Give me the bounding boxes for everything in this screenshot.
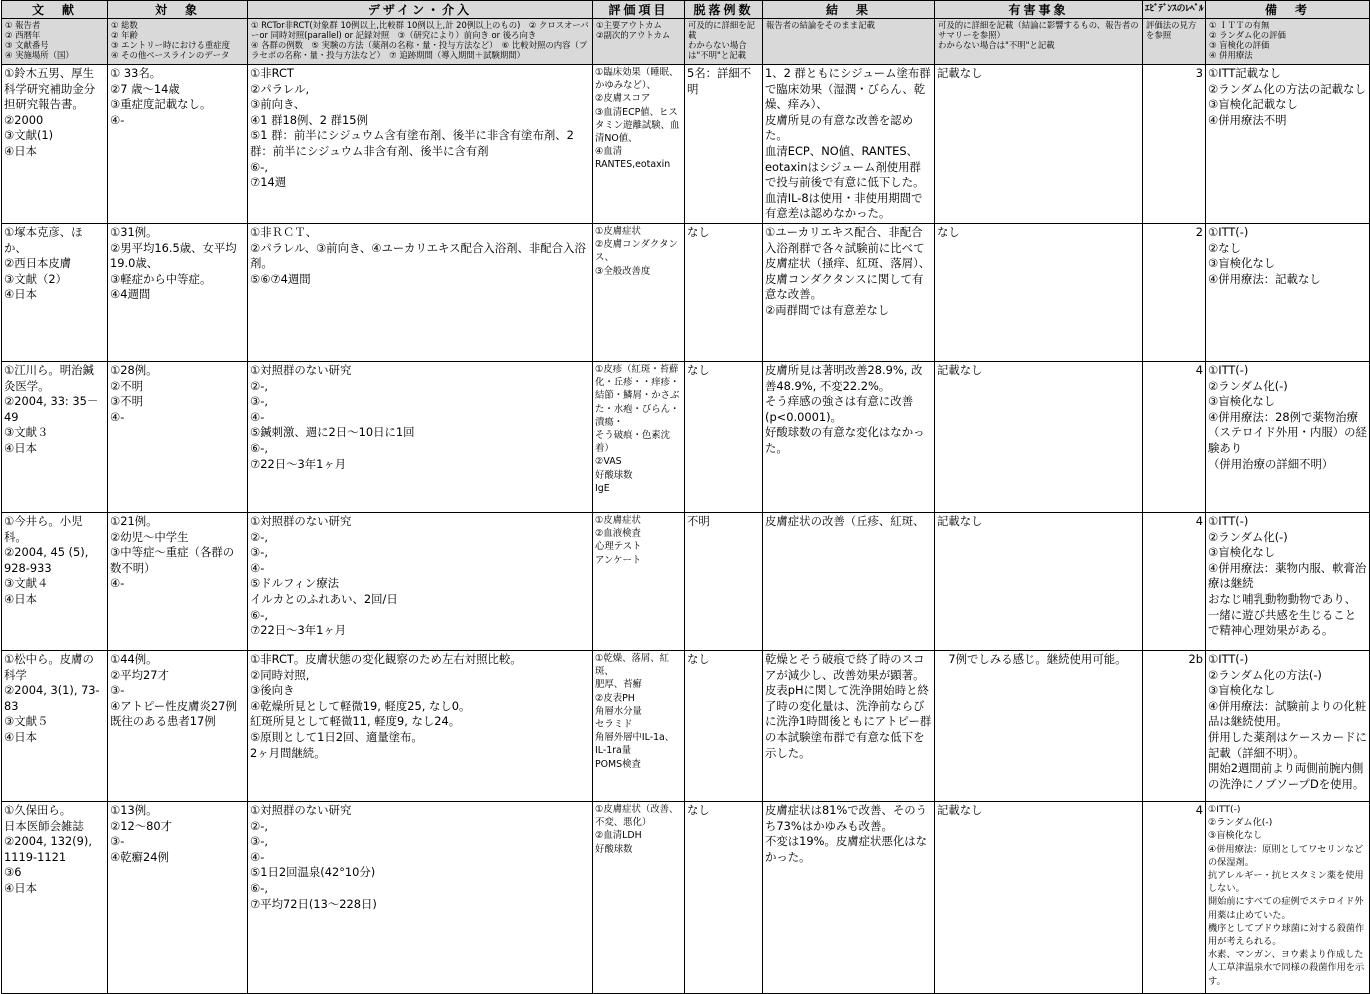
- note-line: わからない場合は"不明"と記載: [938, 40, 1055, 50]
- note-line: 報告者の結論をそのまま記載: [766, 20, 875, 30]
- note-line: 可及的に詳細を記載: [688, 20, 755, 40]
- subjects-line: ④-: [110, 112, 125, 127]
- design-line: ②-,: [250, 529, 268, 544]
- evaluation-line: 角層水分量: [595, 705, 642, 717]
- adverse-line: 7例でしみる感じ。継続使用可能。: [937, 651, 1127, 666]
- cell-evaluation: [593, 801, 685, 993]
- adverse-line: 記載なし: [937, 66, 983, 80]
- cell-results: [763, 801, 935, 993]
- literature-line: ④日本: [4, 440, 37, 455]
- evaluation-line: ①皮膚症状: [595, 225, 641, 237]
- table-row: [2, 65, 1370, 224]
- note-line: ③ 盲検化の評価: [1209, 40, 1270, 50]
- design-line: ⑥-,: [250, 440, 268, 455]
- design-line: ⑦14週: [250, 175, 287, 190]
- literature-line: ④日本: [4, 729, 37, 744]
- subjects-line: ③不明: [110, 394, 143, 409]
- remarks-line: 抗アレルギー・抗ヒスタミン薬を使用しない。: [1208, 869, 1364, 895]
- remarks-line: 機序としてブドウ球菌に対する殺菌作用が考えられる。: [1208, 922, 1365, 947]
- table-row: [2, 223, 1370, 361]
- cell-literature: [2, 361, 108, 512]
- literature-line: ③文献３: [4, 425, 49, 440]
- cell-literature: [2, 650, 108, 801]
- evaluation-line: 心理テスト: [595, 541, 642, 553]
- note-line: ①主要アウトカム: [596, 20, 662, 30]
- evaluation-line: ②血液検査: [595, 528, 641, 540]
- cell-subjects: [108, 650, 248, 801]
- results-line: ②両群間では有意差なし: [765, 302, 890, 317]
- design-line: ⑦平均72日(13〜228日): [250, 896, 377, 911]
- literature-line: ②2004, 132(9), 1119-1121: [4, 834, 96, 864]
- note-line: ③ 文献番号: [5, 40, 49, 50]
- note-line: ① ＩＴＴの有無: [1209, 20, 1270, 30]
- evidence-table: [1, 0, 1370, 994]
- evaluation-line: セラミド: [595, 718, 633, 730]
- literature-line: ④日本: [4, 287, 37, 302]
- cell-results: [763, 361, 935, 512]
- literature-line: ④日本: [4, 143, 37, 158]
- cell-subjects: [108, 65, 248, 224]
- cell-literature: [2, 223, 108, 361]
- dropouts-line: なし: [687, 651, 710, 666]
- remarks-line: ③盲検化なし: [1208, 545, 1276, 560]
- remarks-line: ①ITT(-): [1208, 651, 1249, 666]
- level-line: 2b: [1188, 651, 1203, 666]
- level-line: 2: [1195, 224, 1203, 239]
- design-line: ②-,: [250, 818, 268, 833]
- cell-remarks: [1206, 801, 1370, 993]
- results-line: 乾燥とそう破痕で終了時のスコアが減少し、改善効果が顕著。: [765, 651, 925, 682]
- level-line: 4: [1195, 362, 1203, 377]
- evaluation-line: ②血清LDH: [595, 830, 642, 842]
- literature-line: ③文献（2）: [4, 271, 68, 286]
- literature-line: ③文献４: [4, 576, 49, 591]
- table-row: [2, 801, 1370, 993]
- remarks-line: ③盲検化なし: [1208, 830, 1263, 842]
- evaluation-line: ③全般改善度: [595, 265, 651, 277]
- note-line: ④ その他ベースラインのデータ: [111, 50, 230, 60]
- cell-evaluation: [593, 650, 685, 801]
- evaluation-line: 結節・鱗屑・かさぶた・水疱・びらん・潰瘍・: [595, 390, 680, 428]
- cell-level: [1143, 512, 1206, 650]
- design-line: ⑥-,: [250, 880, 268, 895]
- note-line: ④ 併用療法: [1209, 50, 1253, 60]
- remarks-line: ②ランダム化の方法(-): [1208, 667, 1322, 682]
- design-line: ①対照群のない研究: [250, 513, 352, 528]
- subjects-line: ③軽症から中等症。: [110, 271, 212, 286]
- note-line: ① 報告者: [5, 20, 41, 30]
- cell-results: [763, 65, 935, 224]
- note-line: ③ エントリー時における重症度: [111, 40, 231, 50]
- cell-design: [248, 65, 593, 224]
- cell-remarks: [1206, 361, 1370, 512]
- evaluation-line: ②VAS: [595, 456, 622, 468]
- remarks-line: おなじ哺乳動物動物であり、一緒に遊び共感を生じることで精神心理効果がある。: [1208, 591, 1357, 638]
- remarks-line: ①ITT記載なし: [1208, 66, 1281, 80]
- design-line: ⑦22日〜3年1ヶ月: [250, 456, 347, 471]
- evaluation-line: POMS検査: [595, 758, 641, 770]
- evaluation-line: ②皮表PH: [595, 692, 635, 704]
- note-line: ②副次的アウトカム: [596, 30, 671, 40]
- evaluation-line: IgE: [595, 482, 610, 494]
- literature-line: ②2000: [4, 112, 44, 127]
- cell-subjects: [108, 223, 248, 361]
- note-line: ② ランダム化の評価: [1209, 30, 1286, 40]
- cell-adverse: [935, 801, 1143, 993]
- col-title-adverse: 有害事象: [935, 1, 1143, 19]
- design-line: ⑤1 群：前半にシジュウム含有塗布剤、後半に非含有塗布剤、2群：前半にシジュウム非含有剤、後半に含有剤: [250, 128, 574, 158]
- evaluation-line: ①皮疹（紅斑・苔蘚化・丘疹・・痒疹・: [595, 363, 680, 389]
- cell-evaluation: [593, 65, 685, 224]
- cell-design: [248, 650, 593, 801]
- cell-dropouts: [685, 361, 763, 512]
- cell-results: [763, 650, 935, 801]
- cell-subjects: [108, 801, 248, 993]
- col-title-evaluation: 評価項目: [593, 1, 685, 19]
- evaluation-line: ①臨床効果（睡眠、かゆみなど）、: [595, 67, 679, 92]
- col-note-remarks: [1206, 19, 1370, 65]
- cell-level: [1143, 361, 1206, 512]
- design-line: ③-,: [250, 394, 268, 409]
- header-title-row: [2, 1, 1370, 19]
- remarks-line: ①ITT(-): [1208, 803, 1241, 815]
- subjects-line: ②男平均16.5歳、女平均19.0歳、: [110, 240, 237, 271]
- table-row: [2, 650, 1370, 801]
- cell-remarks: [1206, 512, 1370, 650]
- col-title-subjects: 対 象: [108, 1, 248, 19]
- results-line: ①ユーカリエキス配合、非配合入浴剤群で各々試験前に比べて皮膚症状（掻痒、紅斑、落屑）、皮膚コンダクタンスに関して有意な改善。: [765, 224, 931, 302]
- cell-adverse: [935, 223, 1143, 361]
- cell-evaluation: [593, 512, 685, 650]
- design-line: ②同時対照,: [250, 667, 310, 682]
- evaluation-line: 好酸球数: [595, 469, 633, 481]
- col-note-level: [1143, 19, 1206, 65]
- results-line: 皮膚所見は著明改善28.9%, 改善48.9%, 不変22.2%。: [765, 362, 923, 393]
- note-line: ④ 実施場所（国）: [5, 50, 74, 60]
- col-title-results: 結 果: [763, 1, 935, 19]
- subjects-line: ②12〜80才: [110, 818, 172, 833]
- cell-design: [248, 361, 593, 512]
- note-line: ① RCTor非RCT(対象群 10例以上,比較群 10例以上,計 20例以上のもの) ② クロスオーバーor 同時対照(parallel) or 記録対照 ③（研究により）前向き or 後ろ向き: [251, 20, 589, 40]
- results-line: 血清IL-8は使用・非使用期間で有意差は認めなかった。: [765, 190, 923, 221]
- header-note-row: [2, 19, 1370, 65]
- literature-line: ①鈴木五男、厚生科学研究補助金分担研究報告書。: [4, 66, 96, 112]
- evaluation-line: そう破痕・色素沈着）: [595, 429, 671, 455]
- col-title-literature: 文 献: [2, 1, 108, 19]
- evaluation-line: アンケート: [595, 554, 642, 566]
- col-note-design: [248, 19, 593, 65]
- cell-evaluation: [593, 361, 685, 512]
- subjects-line: ①28例。: [110, 362, 158, 377]
- remarks-line: ②なし: [1208, 240, 1241, 255]
- design-line: ①非ＲＣＴ、: [250, 224, 318, 239]
- design-line: ①非RCT。皮膚状態の変化観察のため左右対照比較。: [250, 651, 522, 666]
- design-line: ②パラレル,: [250, 81, 310, 96]
- remarks-line: ④併用療法：原則としてワセリンなどの保湿剤。: [1208, 843, 1364, 868]
- remarks-line: ①ITT(-): [1208, 513, 1249, 528]
- literature-line: ③文献(1): [4, 128, 54, 143]
- cell-results: [763, 223, 935, 361]
- literature-line: ②西日本皮膚: [4, 256, 72, 271]
- remarks-line: ①ITT(-): [1208, 362, 1249, 377]
- note-line: ④ 各群の例数 ⑤ 実験の方法（薬剤の名称・量・投与方法など） ⑥ 比較対照の内容（プラセボの名称・量・投与方法など） ⑦ 追跡期間（導入期間＋試験期間）: [251, 40, 588, 60]
- design-line: ⑦22日〜3年1ヶ月: [250, 623, 347, 638]
- design-line: ⑤⑥⑦4週間: [250, 271, 311, 286]
- literature-line: ②2004, 45 (5), 928-933: [4, 545, 92, 575]
- subjects-line: ②不明: [110, 378, 143, 393]
- literature-line: ①塚本克彦、ほか、: [4, 224, 83, 255]
- remarks-line: ④併用療法：記載なし: [1208, 271, 1321, 286]
- cell-subjects: [108, 512, 248, 650]
- evaluation-line: ③血清ECP値、ヒスタミン遊離試験、血清NO値、: [595, 106, 680, 145]
- literature-line: ④日本: [4, 591, 37, 606]
- subjects-line: ④4週間: [110, 287, 151, 302]
- remarks-line: 開始前にすべての症例でステロイド外用薬は止めていた。: [1208, 896, 1364, 921]
- design-line: ②パラレル、③前向き、④ユーカリエキス配合入浴剤、非配合入浴剤。: [250, 240, 586, 271]
- col-title-design: デザイン・介入: [248, 1, 593, 19]
- remarks-line: ④併用療法：試験前よりの化粧品は継続使用。: [1208, 698, 1367, 729]
- design-line: ①非RCT: [250, 66, 294, 80]
- results-line: 好酸球数の有意な変化はなかった。: [765, 425, 925, 455]
- remarks-line: ②ランダム化の方法の記載なし: [1208, 81, 1366, 96]
- note-line: わからない場合は"不明"と記載: [688, 40, 747, 60]
- cell-dropouts: [685, 223, 763, 361]
- cell-level: [1143, 801, 1206, 993]
- remarks-line: ①ITT(-): [1208, 224, 1249, 239]
- cell-dropouts: [685, 512, 763, 650]
- design-line: ④-: [250, 849, 265, 864]
- literature-line: ①松中ら。皮膚の科学: [4, 651, 94, 682]
- cell-literature: [2, 65, 108, 224]
- cell-remarks: [1206, 650, 1370, 801]
- literature-line: ②2004, 33: 35－49: [4, 394, 99, 424]
- subjects-line: ③-: [110, 834, 125, 849]
- col-note-literature: [2, 19, 108, 65]
- design-line: ④1 群18例、2 群15例: [250, 112, 368, 127]
- col-title-remarks: 備 考: [1206, 1, 1370, 19]
- literature-line: ①今井ら。小児科。: [4, 513, 83, 544]
- subjects-line: ②7 歳〜14歳: [110, 81, 180, 96]
- subjects-line: ③-: [110, 683, 125, 698]
- note-line: ② 西暦年: [5, 30, 41, 40]
- col-note-adverse: [935, 19, 1143, 65]
- cell-remarks: [1206, 223, 1370, 361]
- literature-line: ④日本: [4, 880, 37, 895]
- adverse-line: 記載なし: [937, 513, 983, 528]
- results-line: 皮膚症状の改善（丘疹、紅斑、: [765, 513, 925, 528]
- design-line: イルカとのふれあい、2回/日: [250, 591, 398, 606]
- cell-literature: [2, 801, 108, 993]
- note-line: ① 総数: [111, 20, 138, 30]
- design-line: ⑥-,: [250, 159, 268, 174]
- adverse-line: なし: [937, 224, 960, 239]
- cell-evaluation: [593, 223, 685, 361]
- design-line: ⑤1日2回温泉(42°10分): [250, 865, 376, 880]
- cell-adverse: [935, 361, 1143, 512]
- design-line: 紅斑所見として軽微11, 軽度9, なし24。: [250, 714, 461, 729]
- subjects-line: ④乾癬24例: [110, 849, 169, 864]
- design-line: 2ヶ月間継続。: [250, 745, 326, 760]
- remarks-line: 併用した薬剤はケースカードに記載（詳細不明）。: [1208, 729, 1367, 760]
- table-row: [2, 361, 1370, 512]
- dropouts-line: 不明: [687, 513, 710, 528]
- cell-remarks: [1206, 65, 1370, 224]
- subjects-line: ③中等症〜重症（各群の数不明）: [110, 545, 235, 575]
- literature-line: ②2004, 3(1), 73-83: [4, 683, 100, 713]
- remarks-line: ②ランダム化(-): [1208, 529, 1288, 544]
- remarks-line: ③盲検化なし: [1208, 256, 1276, 271]
- evaluation-line: ②皮膚スコア: [595, 93, 651, 105]
- subjects-line: ③重症度記載なし。: [110, 97, 212, 112]
- remarks-line: ③盲検化なし: [1208, 394, 1276, 409]
- col-title-dropouts: 脱落例数: [685, 1, 763, 19]
- cell-design: [248, 512, 593, 650]
- design-line: ②-,: [250, 378, 268, 393]
- cell-subjects: [108, 361, 248, 512]
- cell-dropouts: [685, 650, 763, 801]
- remarks-line: （併用治療の詳細不明）: [1208, 456, 1334, 471]
- literature-line: ③6: [4, 865, 22, 880]
- design-line: ③後向き: [250, 683, 295, 698]
- design-line: ④-: [250, 409, 265, 424]
- results-line: そう痒感の強さは有意に改善(p<0.0001)。: [765, 394, 914, 424]
- results-line: 皮膚症状は81%で改善、そのうち73%はかゆみも改善。: [765, 802, 928, 833]
- design-line: ⑤ドルフィン療法: [250, 576, 340, 591]
- note-line: 可及的に詳細を記載（結論に影響するもの、報告者のサマリーを参照）: [938, 20, 1139, 40]
- subjects-line: ④-: [110, 576, 125, 591]
- table-body: [2, 65, 1370, 994]
- col-note-subjects: [108, 19, 248, 65]
- results-line: 皮表pHに関して洗浄開始時と終了時の変化量は、洗浄前ならびに洗浄1時間後ともにアトピー群の本試験塗布群で有意な低下を示した。: [765, 683, 932, 760]
- subjects-line: ④-: [110, 409, 125, 424]
- design-line: ①対照群のない研究: [250, 802, 352, 817]
- cell-results: [763, 512, 935, 650]
- subjects-line: ①13例。: [110, 802, 158, 817]
- remarks-line: 水素、マンガン、ヨウ素より作成した人工草津温泉水で同様の殺菌作用を示す。: [1208, 949, 1365, 987]
- results-line: 血清ECP、NO値、RANTES、eotaxinはシジューム剤使用群で投与前後で有意に低下した。: [765, 143, 925, 190]
- subjects-line: ①44例。: [110, 651, 158, 666]
- evaluation-line: ②皮膚コンダクタンス、: [595, 239, 678, 264]
- evaluation-line: 肥厚、苔癬: [595, 679, 642, 691]
- cell-design: [248, 223, 593, 361]
- remarks-line: ④併用療法：薬物内服、軟膏治療は継続: [1208, 560, 1367, 591]
- remarks-line: ②ランダム化(-): [1208, 817, 1273, 829]
- remarks-line: ④併用療法：28例で薬物治療（ステロイド外用・内服）の経験あり: [1208, 409, 1367, 455]
- evaluation-line: ④血清RANTES,eotaxin: [595, 146, 671, 171]
- results-line: 皮膚所見の有意な改善を認めた。: [765, 112, 914, 143]
- dropouts-line: なし: [687, 224, 710, 239]
- dropouts-line: 5名：詳細不明: [687, 66, 752, 96]
- remarks-line: ④併用療法不明: [1208, 112, 1287, 127]
- subjects-line: ②幼児〜中学生: [110, 529, 189, 544]
- evaluation-line: ①皮膚症状: [595, 514, 641, 526]
- design-line: ①対照群のない研究: [250, 362, 352, 377]
- results-line: 1、2 群ともにシジューム塗布群で臨床効果（湿潤・びらん、乾燥、痒み）、: [765, 66, 931, 112]
- cell-literature: [2, 512, 108, 650]
- col-note-dropouts: [685, 19, 763, 65]
- note-line: 評価法の見方を参照: [1146, 20, 1197, 40]
- remarks-line: ②ランダム化(-): [1208, 378, 1288, 393]
- adverse-line: 記載なし: [937, 362, 983, 377]
- literature-line: ①久保田ら。: [4, 802, 72, 817]
- cell-dropouts: [685, 801, 763, 993]
- design-line: ⑥-,: [250, 607, 268, 622]
- design-line: ③-,: [250, 834, 268, 849]
- subjects-line: ②平均27才: [110, 667, 169, 682]
- cell-design: [248, 801, 593, 993]
- cell-dropouts: [685, 65, 763, 224]
- design-line: ⑤鍼刺激、週に2日〜10日に1回: [250, 425, 415, 440]
- col-title-level: ｴﾋﾞﾃﾞﾝｽのﾚﾍﾞﾙ: [1143, 1, 1206, 19]
- col-note-evaluation: [593, 19, 685, 65]
- subjects-line: ① 33名。: [110, 66, 162, 80]
- design-line: ③前向き、: [250, 97, 306, 112]
- dropouts-line: なし: [687, 362, 710, 377]
- evaluation-line: ①乾燥、落屑、紅斑、: [595, 652, 670, 678]
- design-line: ⑤原則として1日2回、適量塗布。: [250, 729, 423, 744]
- evaluation-line: ①皮膚症状（改善、不変、悪化）: [595, 803, 679, 829]
- cell-level: [1143, 650, 1206, 801]
- dropouts-line: なし: [687, 802, 710, 817]
- evaluation-line: 好酸球数: [595, 843, 633, 855]
- cell-level: [1143, 223, 1206, 361]
- cell-adverse: [935, 650, 1143, 801]
- note-line: ② 年齢: [111, 30, 138, 40]
- cell-adverse: [935, 65, 1143, 224]
- adverse-line: 記載なし: [937, 802, 983, 817]
- literature-line: 日本医師会雑誌: [4, 818, 84, 833]
- remarks-line: 開始2週間前より両側前腕内側の洗浄にノブソープDを使用。: [1208, 761, 1365, 791]
- subjects-line: ①21例。: [110, 513, 158, 528]
- col-note-results: [763, 19, 935, 65]
- design-line: ④-: [250, 560, 265, 575]
- level-line: 4: [1195, 802, 1203, 817]
- literature-line: ①江川ら。明治鍼灸医学。: [4, 362, 94, 393]
- cell-adverse: [935, 512, 1143, 650]
- literature-line: ③文献５: [4, 714, 49, 729]
- cell-level: [1143, 65, 1206, 224]
- level-line: 3: [1195, 66, 1203, 80]
- remarks-line: ③盲検化なし: [1208, 683, 1276, 698]
- subjects-line: ④アトピー性皮膚炎27例既往のある患者17例: [110, 698, 237, 729]
- subjects-line: ①31例。: [110, 224, 158, 239]
- design-line: ③-,: [250, 545, 268, 560]
- remarks-line: ③盲検化記載なし: [1208, 97, 1298, 112]
- evaluation-line: 角層外層中IL-1a、IL-1ra量: [595, 732, 675, 757]
- design-line: ④乾燥所見として軽微19, 軽度25, なし0。: [250, 698, 471, 713]
- level-line: 4: [1195, 513, 1203, 528]
- table-row: [2, 512, 1370, 650]
- results-line: 不変は19%。皮膚症状悪化はなかった。: [765, 834, 928, 864]
